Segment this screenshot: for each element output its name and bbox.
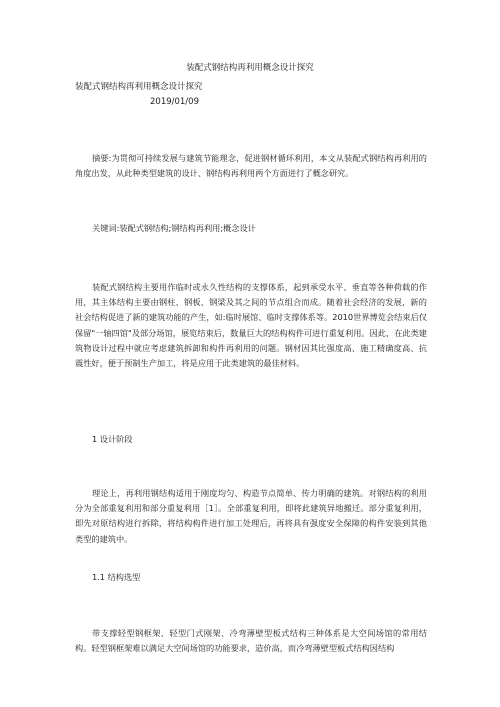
section-1-1-paragraph: 带支撑轻型钢框架、轻型门式刚架、冷弯薄壁型板式结构三种体系是大空间场馆的常用结构。轻型钢框架难以满足大空间场馆的功能要求，造价高，而冷弯薄壁型板式结构因结构	[75, 628, 427, 654]
keywords-paragraph: 关键词:装配式钢结构;钢结构再利用;概念设计	[92, 223, 256, 233]
section-1-heading: 1 设计阶段	[92, 434, 133, 444]
section-1-1-heading: 1.1 结构选型	[92, 572, 141, 582]
document-subtitle: 装配式钢结构再利用概念设计探究	[75, 82, 203, 92]
document-title: 装配式钢结构再利用概念设计探究	[186, 63, 314, 73]
document-date: 2019/01/09	[150, 97, 199, 107]
section-1-paragraph: 理论上，再利用钢结构适用于刚度均匀、构造节点简单、传力明确的建筑。对钢结构的利用分为全部重复利用和部分重复利用［1］。全部重复利用，即将此建筑异地搬迁。部分重复利用，即先对原结构进行拆除，将结构构件进行加工处理后，再将具有强度安全保障的构件安装到其他类型的建筑中。	[75, 488, 427, 544]
intro-paragraph: 装配式钢结构主要用作临时或永久性结构的支撑体系，起到承受水平、垂直等各种荷载的作用，其主体结构主要由钢柱、钢板、钢梁及其之间的节点组合而成。随着社会经济的发展，新的社会结构促进了新的建筑功能的产生，如:临时展馆、临时支撑体系等。2010世界博览会结束后仅保留"一轴四馆"及部分场馆，展览结束后，数量巨大的结构构件可进行重复利用。因此，在此类建筑物设计过程中就应考虑建筑拆卸和构件再利用的问题。钢材因其比强度高、施工精确度高、抗震性好，便于预制生产加工，将是应用于此类建筑的最佳材料。	[75, 282, 427, 369]
abstract-paragraph: 摘要:为贯彻可持续发展与建筑节能理念，促进钢材循环利用，本文从装配式钢结构再利用的角度出发，从此种类型建筑的设计、钢结构再利用两个方面进行了概念研究。	[75, 153, 427, 179]
